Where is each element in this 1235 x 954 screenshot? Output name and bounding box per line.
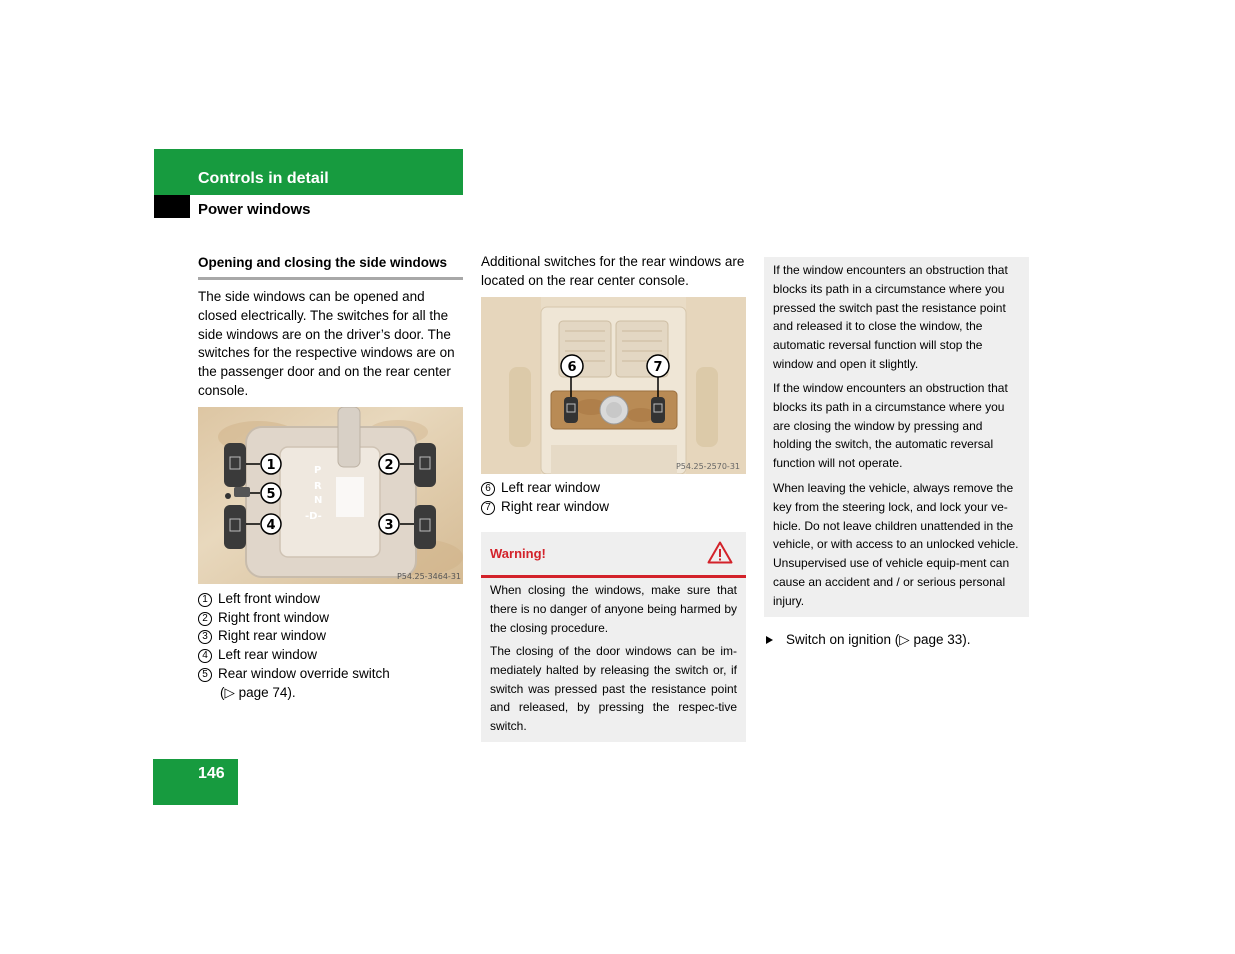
step-text[interactable]: Switch on ignition (▷ page 33). <box>786 632 971 647</box>
note-text: If the window encounters an obstruction that blocks its path in a circumstance where you pressed the switch past the resistance point and released it to close the window, the automatic reversal function will stop the window and open it slightly. <box>773 263 1008 371</box>
section-title: Controls in detail <box>198 170 329 187</box>
list-item-label: Rear window override switch <box>218 665 390 681</box>
svg-text:1: 1 <box>266 458 276 473</box>
page-number: 146 <box>198 765 225 782</box>
rear-legend-list <box>481 479 746 516</box>
list-item-label: Left front window <box>218 591 321 606</box>
figure-code: P54.25-2570-31 <box>675 462 740 471</box>
rear-console-figure <box>481 297 746 474</box>
page-number-tab <box>153 759 238 805</box>
warning-header <box>481 532 746 578</box>
header-marker <box>154 195 190 218</box>
callout-number: 5 <box>198 668 212 682</box>
warning-box <box>481 532 746 742</box>
callout-number: 2 <box>198 612 212 626</box>
instruction-step <box>766 631 971 650</box>
note-text: When leaving the vehicle, always remove the key from the steering lock, and lock your ve-hicle. Do not leave children unattended in the vehicle, or with access to an unlocked vehicle. Unsupervised use of vehicle equip-ment can cause an accident and / or serious personal injury. <box>773 481 1019 608</box>
note-text: If the window encounters an obstruction that blocks its path in a circumstance where you are closing the window by pressing and holding the switch, the automatic reversal function will not operate. <box>773 381 1008 471</box>
callout-number: 4 <box>198 649 212 663</box>
svg-text:N: N <box>314 495 323 506</box>
svg-text:-D-: -D- <box>305 511 322 522</box>
svg-text:R: R <box>314 481 322 492</box>
callout-number: 6 <box>481 482 495 496</box>
warning-text: When closing the windows, make sure that there is no danger of anyone being harmed by the closing procedure. <box>490 583 737 635</box>
callout-number: 7 <box>481 501 495 515</box>
intro-paragraph: The side windows can be opened and closed electrically. The switches for all the side windows are on the driver’s door. The switches for the respective windows are on the passenger door and on the rear center console. <box>198 289 455 398</box>
svg-text:P: P <box>314 465 322 476</box>
svg-text:4: 4 <box>266 518 276 533</box>
section-heading: Opening and closing the side windows <box>198 255 463 280</box>
list-item <box>198 609 463 628</box>
callout-number: 3 <box>198 630 212 644</box>
warning-triangle-icon <box>707 541 733 569</box>
list-item <box>198 627 463 646</box>
callout-number: 1 <box>198 593 212 607</box>
figure-code: P54.25-3464-31 <box>396 572 461 581</box>
svg-text:3: 3 <box>384 518 394 533</box>
list-item <box>481 498 746 517</box>
list-item-label: Right front window <box>218 609 330 625</box>
svg-text:5: 5 <box>266 487 276 502</box>
page-reference-link[interactable]: (▷ page 74). <box>220 684 296 700</box>
warning-title: Warning! <box>490 546 546 561</box>
warning-text: The closing of the door windows can be im-mediately halted by releasing the switch or, if switch was pressed past the resistance point and released, by pressing the respec-tive switch. <box>490 644 737 734</box>
note-box <box>764 257 1029 617</box>
list-item <box>198 590 463 609</box>
svg-text:6: 6 <box>567 360 577 375</box>
svg-text:7: 7 <box>653 360 663 375</box>
list-item-label: Right rear window <box>218 628 327 644</box>
subsection-title: Power windows <box>198 201 311 218</box>
list-item <box>198 646 463 665</box>
center-console-figure <box>198 407 463 584</box>
svg-text:2: 2 <box>384 458 394 473</box>
rear-switches-paragraph: Additional switches for the rear windows are located on the rear center console. <box>481 254 745 288</box>
list-item-label: Right rear window <box>501 498 610 514</box>
list-item-label: Left rear window <box>218 647 318 663</box>
legend-list <box>198 590 463 702</box>
bullet-arrow-icon <box>766 636 773 644</box>
list-item <box>481 479 746 498</box>
list-item-label: Left rear window <box>501 480 601 495</box>
list-item <box>198 665 463 684</box>
